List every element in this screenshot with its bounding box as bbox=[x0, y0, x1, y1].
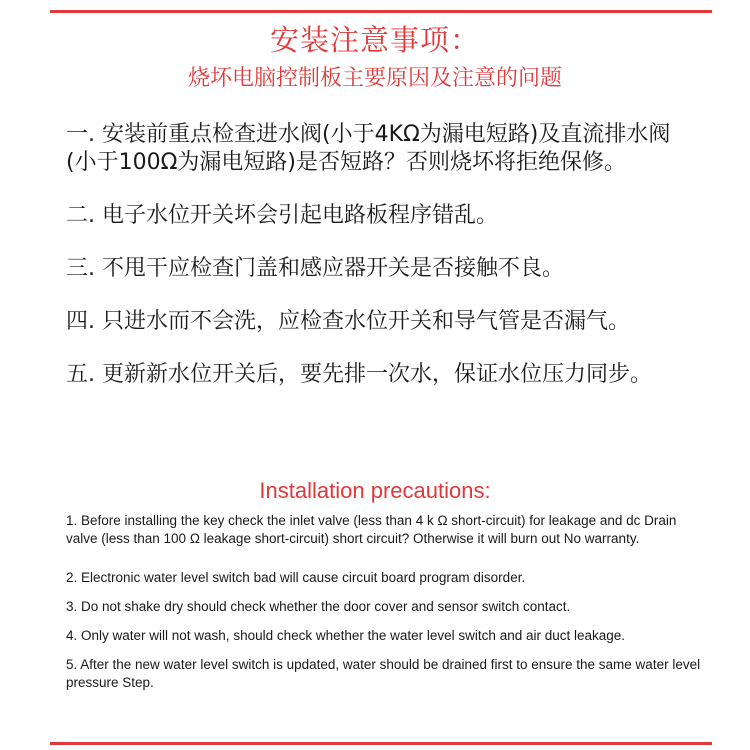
list-item: 2. Electronic water level switch bad will cause circuit board program disorder. bbox=[66, 570, 526, 585]
list-item: 四. 只进水而不会洗，应检查水位开关和导气管是否漏气。 bbox=[66, 309, 630, 334]
list-item: 5. After the new water level switch is updated, water should be drained first to ensure the same water level pressure Step. bbox=[66, 657, 701, 690]
list-item: 一. 安装前重点检查进水阀(小于4KΩ为漏电短路)及直流排水阀 (小于100Ω为漏电短路)是否短路？否则烧坏将拒绝保修。 bbox=[66, 122, 671, 175]
chinese-precautions-list bbox=[66, 121, 706, 389]
list-item: 3. Do not shake dry should check whether the door cover and sensor switch contact. bbox=[66, 599, 571, 614]
page-title: 安装注意事项： bbox=[269, 23, 480, 57]
list-item: 二. 电子水位开关坏会引起电路板程序错乱。 bbox=[66, 203, 498, 228]
page-subtitle: 烧坏电脑控制板主要原因及注意的问题 bbox=[187, 66, 562, 91]
list-item: 五. 更新新水位开关后，要先排一次水，保证水位压力同步。 bbox=[66, 362, 652, 387]
list-item: 三. 不甩干应检查门盖和感应器开关是否接触不良。 bbox=[66, 256, 564, 281]
english-section-title: Installation precautions: bbox=[259, 478, 491, 503]
list-item: 1. Before installing the key check the inlet valve (less than 4 k Ω short-circuit) for leakage and dc Drain valve (less than 100 Ω leakage short-circuit) short circuit? Otherwise it will burn out No warranty. bbox=[66, 513, 677, 546]
list-item: 4. Only water will not wash, should check whether the water level switch and air duct leakage. bbox=[66, 628, 626, 643]
bottom-divider bbox=[50, 742, 712, 745]
top-divider bbox=[50, 10, 712, 13]
english-precautions-list bbox=[66, 512, 706, 692]
